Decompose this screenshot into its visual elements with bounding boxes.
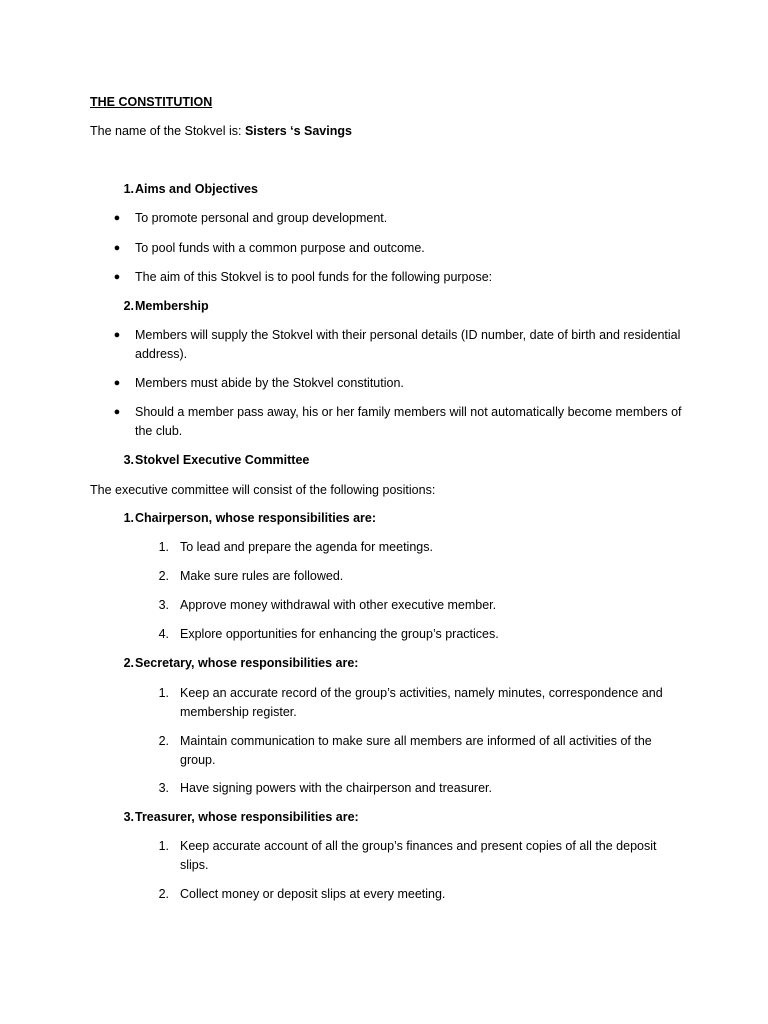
list-item-text: Make sure rules are followed. (180, 569, 344, 583)
section-number: 1. (123, 182, 134, 196)
section-title: Membership (135, 299, 209, 313)
list-item-text: The aim of this Stokvel is to pool funds for the following purpose: (135, 270, 493, 284)
bullet-icon: ● (113, 377, 121, 389)
bullet-icon: ● (113, 242, 121, 254)
list-item-text: To pool funds with a common purpose and outcome. (135, 241, 425, 255)
section-number: 3. (123, 453, 134, 467)
section-number: 2. (123, 299, 134, 313)
committee-intro: The executive committee will consist of the following positions: (90, 483, 436, 497)
item-number: 2. (158, 569, 169, 583)
list-item-text: To lead and prepare the agenda for meetings. (180, 540, 433, 554)
stokvel-name-label: The name of the Stokvel is: (90, 124, 245, 138)
item-number: 1. (158, 540, 169, 554)
item-number: 3. (158, 781, 169, 795)
item-number: 2. (158, 734, 169, 748)
item-number: 1. (158, 686, 169, 700)
list-item-text: Keep accurate account of all the group’s finances and present copies of all the deposit slips. (180, 839, 657, 872)
list-item-text: To promote personal and group development. (135, 211, 388, 225)
position-number: 2. (123, 656, 134, 670)
item-number: 1. (158, 839, 169, 853)
position-title: Treasurer, whose responsibilities are: (135, 810, 359, 824)
list-item-text: Approve money withdrawal with other executive member. (180, 598, 497, 612)
stokvel-name-value: Sisters ‘s Savings (244, 124, 352, 138)
list-item-text: Have signing powers with the chairperson and treasurer. (180, 781, 492, 795)
list-item-text: Explore opportunities for enhancing the group’s practices. (180, 627, 499, 641)
position-number: 1. (123, 511, 134, 525)
bullet-icon: ● (113, 406, 121, 418)
bullet-icon: ● (113, 212, 121, 224)
item-number: 2. (158, 887, 169, 901)
list-item-text: Collect money or deposit slips at every meeting. (180, 887, 446, 901)
list-item-text: Maintain communication to make sure all members are informed of all activities of the group. (180, 734, 652, 767)
section-title: Stokvel Executive Committee (135, 453, 310, 467)
list-item-text: Should a member pass away, his or her family members will not automatically become members of the club. (135, 405, 682, 438)
list-item-text: Keep an accurate record of the group’s activities, namely minutes, correspondence and membership register. (180, 686, 663, 719)
section-title: Aims and Objectives (135, 182, 258, 196)
position-number: 3. (123, 810, 134, 824)
position-title: Secretary, whose responsibilities are: (135, 656, 359, 670)
bullet-icon: ● (113, 329, 121, 341)
item-number: 4. (158, 627, 169, 641)
document-title: THE CONSTITUTION (90, 95, 213, 109)
list-item-text: Members must abide by the Stokvel constitution. (135, 376, 404, 390)
list-item-text: Members will supply the Stokvel with their personal details (ID number, date of birth and residential address). (135, 328, 681, 361)
stokvel-name-line (90, 122, 352, 141)
bullet-icon: ● (113, 271, 121, 283)
item-number: 3. (158, 598, 169, 612)
position-title: Chairperson, whose responsibilities are: (135, 511, 377, 525)
